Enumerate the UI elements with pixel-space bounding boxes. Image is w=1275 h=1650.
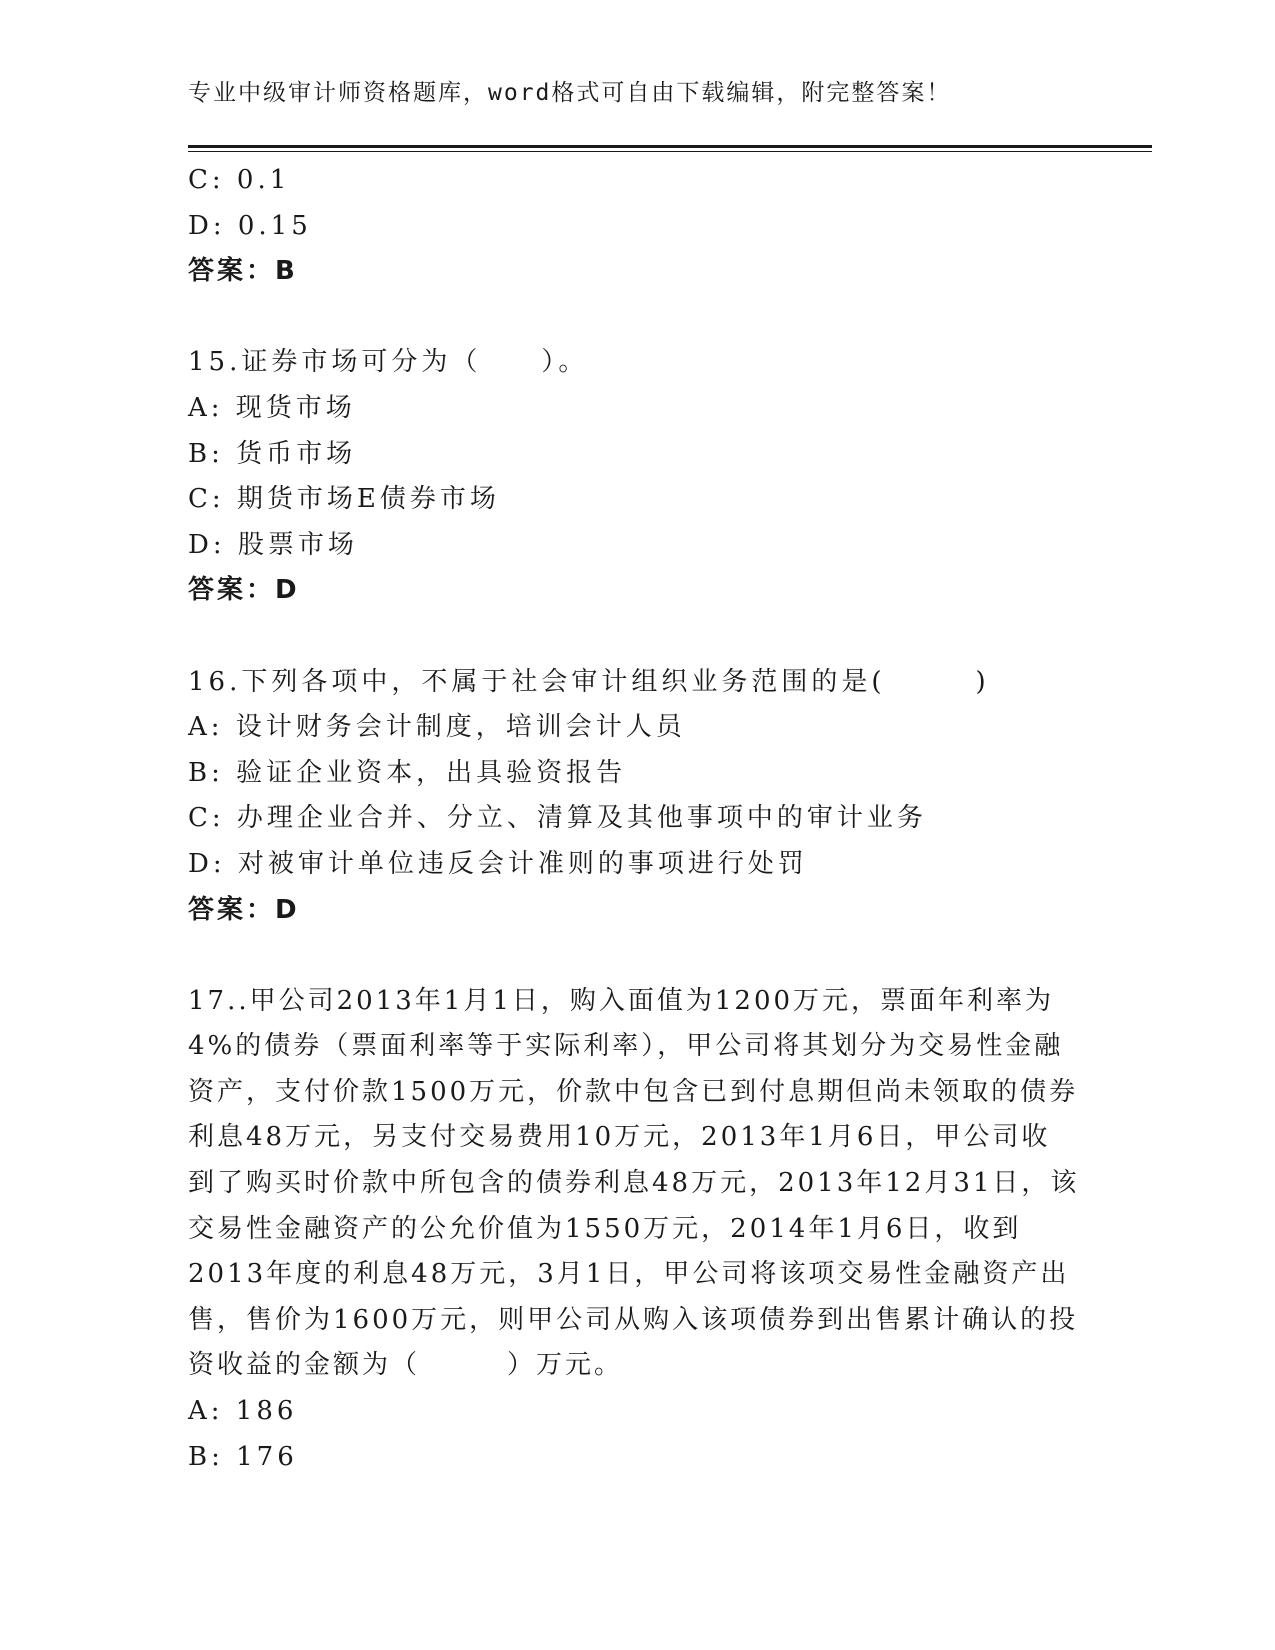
spacer	[188, 933, 1088, 979]
q16-option-d: D: 对被审计单位违反会计准则的事项进行处罚	[188, 848, 808, 879]
q15-answer: 答案：D	[188, 575, 300, 606]
q17-stem-line: 17..甲公司2013年1月1日，购入面值为1200万元，票面年利率为	[188, 985, 1055, 1016]
q15-option-a: A: 现货市场	[188, 392, 356, 423]
q17-stem-line: 利息48万元，另支付交易费用10万元，2013年1月6日，甲公司收	[188, 1122, 1051, 1153]
header-divider-thick	[188, 145, 1152, 148]
q16-option-c: C: 办理企业合并、分立、清算及其他事项中的审计业务	[188, 803, 927, 834]
q17-stem-line: 4%的债券（票面利率等于实际利率），甲公司将其划分为交易性金融	[188, 1031, 1064, 1062]
q16-answer: 答案：D	[188, 894, 300, 925]
q15-stem: 15.证券市场可分为（ ）。	[188, 347, 589, 378]
q17-stem-line: 资收益的金额为（ ）万元。	[188, 1350, 624, 1381]
q17-stem-line: 交易性金融资产的公允价值为1550万元，2014年1月6日，收到	[188, 1213, 1022, 1244]
spacer	[188, 614, 1088, 660]
q15-option-b: B: 货币市场	[188, 438, 357, 469]
question-content	[188, 158, 1088, 1480]
q14-option-d: D: 0.15	[188, 210, 312, 241]
q17-option-b: B: 176	[188, 1441, 298, 1472]
q16-option-b: B: 验证企业资本，出具验资报告	[188, 757, 627, 788]
q15-option-d: D: 股票市场	[188, 529, 358, 560]
header-divider-thin	[188, 151, 1152, 152]
q17-stem-line: 到了购买时价款中所包含的债券利息48万元，2013年12月31日，该	[188, 1168, 1080, 1199]
spacer	[188, 295, 1088, 341]
q17-stem-line: 2013年度的利息48万元，3月1日，甲公司将该项交易性金融资产出	[188, 1259, 1070, 1290]
q15-option-c: C: 期货市场E债券市场	[188, 484, 500, 515]
q16-stem: 16.下列各项中，不属于社会审计组织业务范围的是( )	[188, 666, 990, 697]
q17-stem-line: 售，售价为1600万元，则甲公司从购入该项债券到出售累计确认的投	[188, 1304, 1079, 1335]
q17-stem-line: 资产，支付价款1500万元，价款中包含已到付息期但尚未领取的债券	[188, 1076, 1079, 1107]
q14-option-c: C: 0.1	[188, 165, 291, 195]
q14-answer: 答案：B	[188, 256, 298, 287]
q17-option-a: A: 186	[188, 1396, 298, 1427]
q17-stem	[188, 979, 1088, 1389]
page-header: 专业中级审计师资格题库，word格式可自由下载编辑，附完整答案！	[188, 80, 952, 106]
q16-option-a: A: 设计财务会计制度，培训会计人员	[188, 712, 686, 743]
